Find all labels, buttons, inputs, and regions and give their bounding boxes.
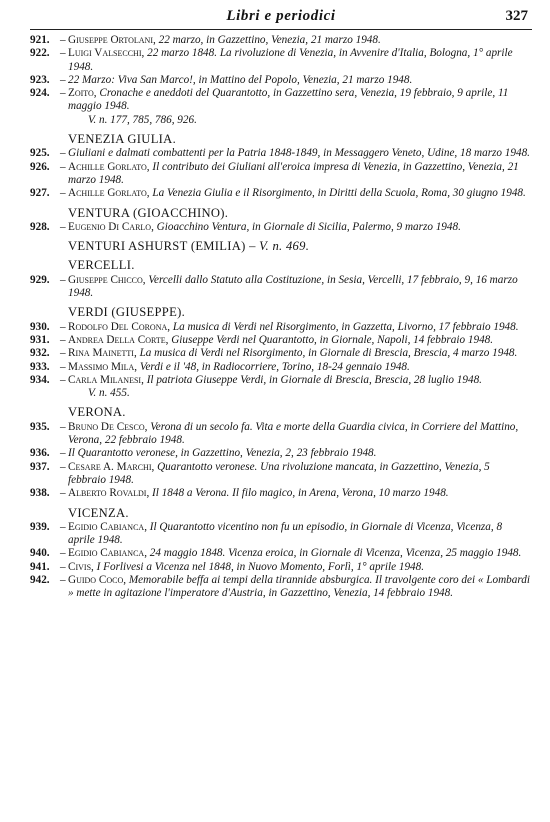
entry-citation: Il patriota Giuseppe Verdi, in Giornale di Brescia, Brescia, 28 luglio 1948. (146, 373, 482, 386)
entry-author: Zoito, (68, 87, 97, 100)
entry-author: Achille Gorlato, (68, 187, 150, 200)
entry-author: Guido Coco, (68, 573, 127, 586)
entry-citation: La musica di Verdi nel Risorgimento, in Gazzetta, Livorno, 17 febbraio 1948. (172, 320, 519, 333)
entry-dash: – (60, 347, 66, 360)
entry-number: 933. (30, 360, 50, 373)
header-rule (30, 29, 532, 30)
entry-author: Carla Milanesi, (68, 373, 144, 386)
entry-dash: – (60, 560, 66, 573)
entry-author: Massimo Mila, (68, 360, 138, 373)
entry-number: 928. (30, 220, 50, 233)
entry-number: 939. (30, 520, 50, 533)
entry-number: 932. (30, 347, 50, 360)
section-heading-text: VERDI (GIUSEPPE). (68, 305, 186, 320)
entry-citation: 22 marzo, in Gazzettino, Venezia, 21 marzo 1948. (158, 34, 381, 46)
bibliography-entry (30, 461, 530, 488)
entry-citation: Il contributo dei Giuliani all'eroica impresa di Venezia, in Gazzettino, Venezia, 21 marzo 1948. (68, 160, 519, 186)
entry-citation: I Forlivesi a Vicenza nel 1848, in Nuovo Momento, Forlì, 1° aprile 1948. (96, 560, 425, 573)
bibliography-entry (30, 361, 530, 374)
cross-reference-text: V. n. 455. (88, 387, 130, 400)
entry-citation: Il 1848 a Verona. Il filo magico, in Arena, Verona, 10 marzo 1948. (152, 487, 449, 500)
bibliography-list (30, 34, 530, 601)
entry-dash: – (60, 273, 66, 286)
entry-number: 937. (30, 460, 50, 473)
running-title: Libri e periodici (226, 8, 336, 24)
entry-number: 934. (30, 373, 50, 386)
entry-citation: La Venezia Giulia e il Risorgimento, in Diritti della Scuola, Roma, 30 giugno 1948. (152, 187, 526, 200)
entry-dash: – (60, 187, 66, 200)
bibliography-entry (30, 334, 530, 347)
section-heading (68, 240, 530, 253)
section-heading (68, 306, 530, 319)
entry-citation: 22 marzo 1848. La rivoluzione di Venezia, in Avvenire d'Italia, Bologna, 1° aprile 1948. (68, 47, 513, 73)
entry-number: 938. (30, 487, 50, 500)
entry-number: 941. (30, 560, 50, 573)
page-header (30, 8, 532, 30)
section-heading (68, 507, 530, 520)
section-heading-text: VENEZIA GIULIA. (68, 132, 177, 147)
entry-citation: La musica di Verdi nel Risorgimento, in Giornale di Brescia, Brescia, 4 marzo 1948. (139, 347, 518, 360)
bibliography-entry (30, 374, 530, 387)
entry-author: Achille Gorlato, (68, 160, 150, 173)
bibliography-entry (30, 187, 530, 200)
bibliography-entry (30, 521, 530, 548)
bibliography-entry (30, 421, 530, 448)
section-heading-text: VICENZA. (68, 505, 129, 520)
bibliography-entry (30, 161, 530, 188)
entry-citation: Giuliani e dalmati combattenti per la Patria 1848-1849, in Messaggero Veneto, Udine, 18 marzo 1948. (68, 147, 530, 160)
page-number: 327 (505, 8, 528, 24)
entry-number: 921. (30, 34, 50, 46)
entry-citation: Il Quarantotto veronese, in Gazzettino, Venezia, 2, 23 febbraio 1948. (68, 447, 377, 460)
cross-reference (30, 387, 530, 400)
entry-dash: – (60, 547, 66, 560)
entry-number: 929. (30, 273, 50, 286)
heading-cross-reference: – V. n. 469. (249, 239, 310, 254)
bibliography-entry (30, 221, 530, 234)
entry-dash: – (60, 487, 66, 500)
entry-citation: Verona di un secolo fa. Vita e morte della Guardia civica, in Corriere del Mattino, Verona, 22 febbraio 1948. (68, 420, 519, 447)
entry-number: 927. (30, 187, 50, 200)
entry-dash: – (60, 47, 66, 60)
entry-number: 931. (30, 333, 50, 346)
entry-author: Giuseppe Chicco, (68, 273, 146, 286)
entry-number: 936. (30, 447, 50, 460)
entry-citation: 22 Marzo: Viva San Marco!, in Mattino del Popolo, Venezia, 21 marzo 1948. (68, 73, 413, 86)
entry-author: Cesare A. Marchi, (68, 460, 155, 473)
entry-citation: Vercelli dallo Statuto alla Costituzione, in Sesia, Vercelli, 17 febbraio, 9, 16 marzo 1948. (68, 273, 518, 300)
entry-number: 925. (30, 147, 50, 160)
entry-number: 922. (30, 47, 50, 60)
entry-dash: – (60, 460, 66, 473)
entry-citation: 24 maggio 1848. Vicenza eroica, in Giornale di Vicenza, Vicenza, 25 maggio 1948. (149, 547, 522, 560)
section-heading (68, 259, 530, 272)
entry-dash: – (60, 34, 66, 46)
bibliography-entry (30, 34, 530, 47)
entry-citation: Verdi e il '48, in Radiocorriere, Torino, 18-24 gennaio 1948. (139, 360, 410, 373)
entry-number: 924. (30, 87, 50, 100)
entry-dash: – (60, 447, 66, 460)
entry-dash: – (60, 333, 66, 346)
bibliography-entry (30, 321, 530, 334)
bibliography-entry (30, 487, 530, 500)
entry-dash: – (60, 360, 66, 373)
entry-author: Luigi Valsecchi, (68, 47, 145, 60)
bibliography-entry (30, 447, 530, 460)
entry-dash: – (60, 520, 66, 533)
entry-author: Bruno De Cesco, (68, 420, 148, 433)
section-heading-text: VENTURA (GIOACCHINO). (68, 205, 229, 220)
bibliography-entry (30, 74, 530, 87)
bibliography-entry (30, 147, 530, 160)
entry-author: Egidio Cabianca, (68, 547, 147, 560)
entry-author: Rodolfo Del Corona, (68, 320, 171, 333)
entry-dash: – (60, 147, 66, 160)
entry-dash: – (60, 73, 66, 86)
section-heading-text: VERONA. (68, 405, 126, 420)
bibliography-entry (30, 547, 530, 560)
section-heading-text: VERCELLI. (68, 258, 135, 273)
section-heading-text: VENTURI ASHURST (EMILIA) (68, 239, 246, 254)
bibliography-entry (30, 47, 530, 74)
entry-dash: – (60, 573, 66, 586)
entry-dash: – (60, 220, 66, 233)
entry-dash: – (60, 373, 66, 386)
entry-citation: Cronache e aneddoti del Quarantotto, in Gazzettino sera, Venezia, 19 febbraio, 9 aprile, 11 maggio 1948. (68, 87, 509, 113)
entry-citation: Quarantotto veronese. Una rivoluzione mancata, in Gazzettino, Venezia, 5 febbraio 1948. (68, 460, 490, 486)
entry-dash: – (60, 160, 66, 173)
bibliography-entry (30, 274, 530, 301)
entry-number: 926. (30, 160, 50, 173)
section-heading (68, 207, 530, 220)
entry-author: Eugenio Di Carlo, (68, 220, 154, 233)
bibliography-entry (30, 87, 530, 114)
entry-author: Egidio Cabianca, (68, 520, 147, 533)
cross-reference (30, 114, 530, 127)
entry-citation: Il Quarantotto vicentino non fu un episodio, in Giornale di Vicenza, Vicenza, 8 aprile 1948. (68, 520, 503, 547)
entry-author: Andrea Della Corte, (68, 333, 169, 346)
entry-author: Civis, (68, 560, 94, 573)
entry-citation: Gioacchino Ventura, in Giornale di Sicilia, Palermo, 9 marzo 1948. (156, 220, 461, 233)
cross-reference-text: V. n. 177, 785, 786, 926. (88, 113, 197, 126)
entry-number: 930. (30, 320, 50, 333)
entry-author: Alberto Rovaldi, (68, 487, 150, 500)
entry-dash: – (60, 320, 66, 333)
entry-citation: Giuseppe Verdi nel Quarantotto, in Giornale, Napoli, 14 febbraio 1948. (171, 333, 494, 346)
entry-author: Giuseppe Ortolani, (68, 34, 156, 46)
bibliography-entry (30, 561, 530, 574)
bibliography-entry (30, 347, 530, 360)
entry-number: 942. (30, 573, 50, 586)
entry-dash: – (60, 420, 66, 433)
section-heading (68, 133, 530, 146)
entry-dash: – (60, 87, 66, 100)
entry-number: 935. (30, 420, 50, 433)
entry-citation: Memorabile beffa ai tempi della tirannide absburgica. Il travolgente coro dei « Lombardi » mette in agitazione l'imperatore d'Austria, in Gazzettino, Venezia, 14 febbraio 1948. (68, 573, 530, 600)
entry-number: 940. (30, 547, 50, 560)
entry-author: Rina Mainetti, (68, 347, 137, 360)
entry-number: 923. (30, 73, 50, 86)
section-heading (68, 406, 530, 419)
bibliography-entry (30, 574, 530, 601)
